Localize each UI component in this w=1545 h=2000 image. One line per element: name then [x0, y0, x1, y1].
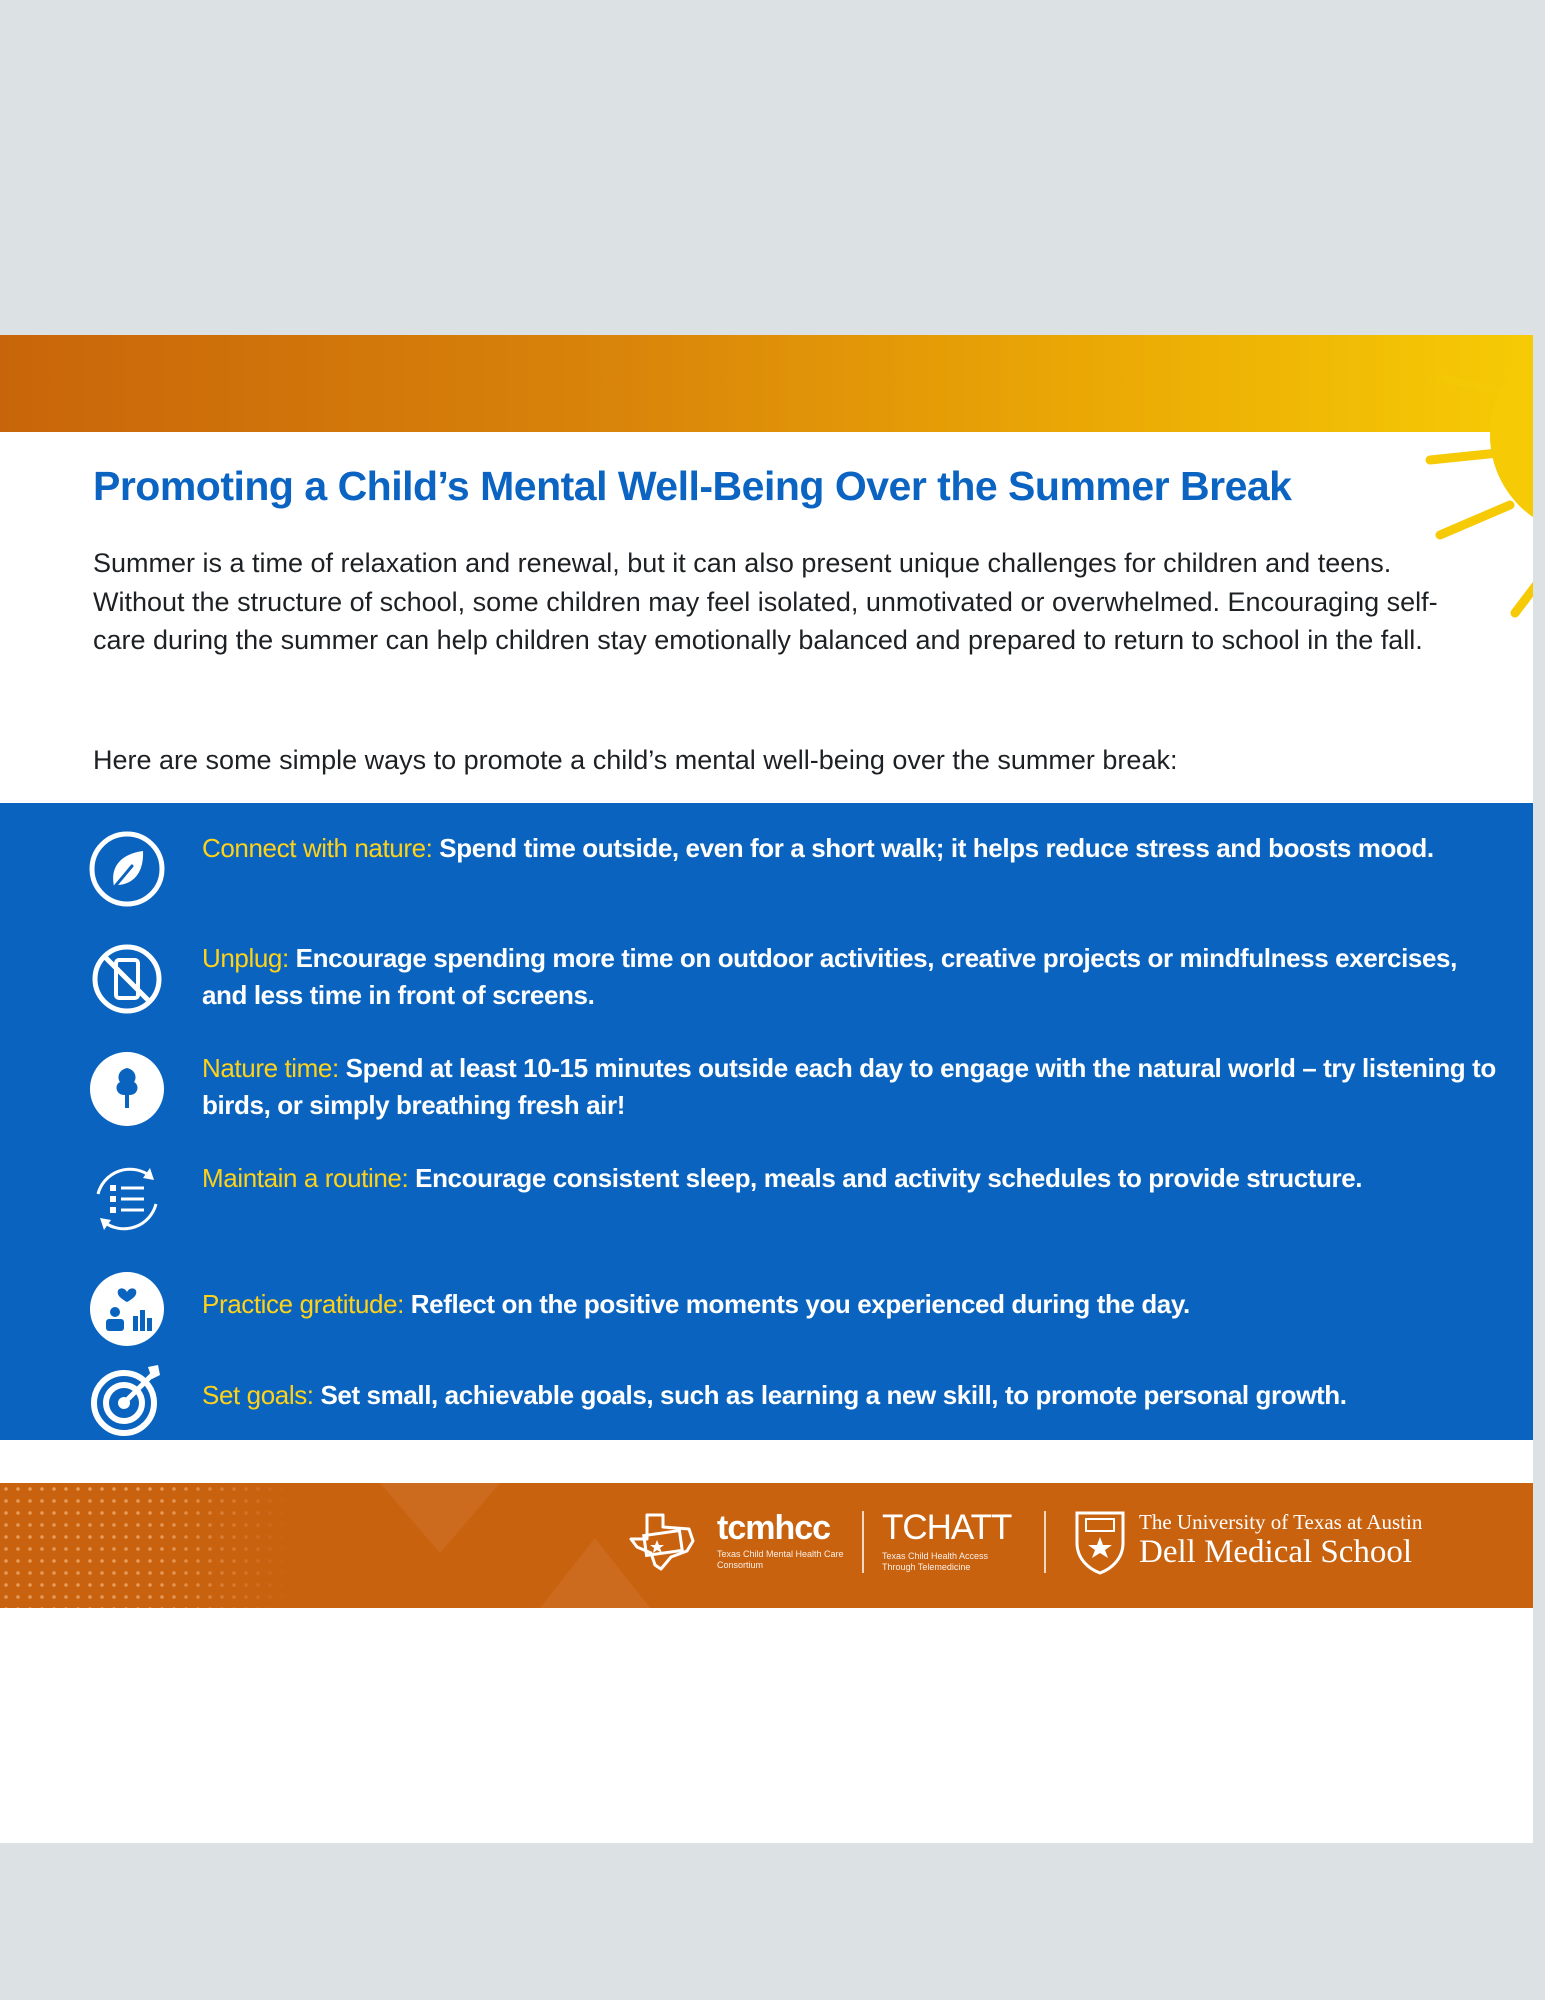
dell-university-line: The University of Texas at Austin [1139, 1510, 1423, 1534]
texas-map-icon [627, 1511, 699, 1575]
intro-paragraph: Summer is a time of relaxation and renewal, but it can also present unique challenges for children and teens. Without the structure of school, some children may feel isolated, unmotivated or overwhelmed. Encouraging self-care during the summer can help children stay emotionally balanced and prepared to return to school in the fall. [93, 548, 1438, 655]
tip-label: Maintain a routine: [202, 1163, 409, 1193]
logo-divider [1044, 1511, 1046, 1573]
footer-band [0, 1483, 1533, 1608]
target-icon [88, 1361, 166, 1439]
tree-icon [88, 1050, 166, 1128]
flyer-page [0, 335, 1533, 1843]
tcmhcc-logo [717, 1511, 847, 1571]
tip-text: Encourage spending more time on outdoor activities, creative projects or mindfulness exercises, and less time in front of screens. [202, 943, 1457, 1010]
tip-label: Set goals: [202, 1380, 314, 1410]
logo-divider [862, 1511, 864, 1573]
dell-school-line: Dell Medical School [1139, 1534, 1413, 1570]
dell-medical-logo [1139, 1510, 1422, 1570]
no-phone-icon [88, 940, 166, 1018]
tip-label: Unplug: [202, 943, 289, 973]
tip-label: Connect with nature: [202, 833, 433, 863]
tcmhcc-subtitle: Texas Child Mental Health Care Consortium [717, 1549, 844, 1570]
tchatt-logo [882, 1508, 1022, 1573]
page-title: Promoting a Child’s Mental Well-Being Over the Summer Break [93, 463, 1292, 509]
ut-shield-icon [1073, 1509, 1127, 1575]
gratitude-icon [88, 1270, 166, 1348]
dot-pattern [0, 1483, 290, 1608]
tips-panel [0, 803, 1533, 1440]
triangle-decoration [380, 1483, 500, 1553]
tcmhcc-name: tcmhcc [717, 1509, 831, 1547]
tip-text: Set small, achievable goals, such as learning a new skill, to promote personal growth. [313, 1380, 1347, 1410]
tip-text: Spend time outside, even for a short walk; it helps reduce stress and boosts mood. [432, 833, 1434, 863]
tchatt-subtitle: Texas Child Health Access Through Telemedicine [882, 1551, 989, 1572]
tchatt-name: TCHATT [882, 1508, 1012, 1547]
leaf-icon [88, 830, 166, 908]
tip-text: Reflect on the positive moments you experienced during the day. [403, 1289, 1190, 1319]
spacer [0, 1440, 1533, 1483]
tip-label: Practice gratitude: [202, 1289, 404, 1319]
tip-label: Nature time: [202, 1053, 339, 1083]
lead-sentence: Here are some simple ways to promote a child’s mental well-being over the summer break: [93, 745, 1178, 775]
top-gradient-band [0, 335, 1533, 432]
tip-text: Encourage consistent sleep, meals and activity schedules to provide structure. [408, 1163, 1363, 1193]
tip-text: Spend at least 10-15 minutes outside each day to engage with the natural world – try listening to birds, or simply breathing fresh air! [202, 1053, 1496, 1120]
routine-checklist-icon [88, 1160, 166, 1238]
